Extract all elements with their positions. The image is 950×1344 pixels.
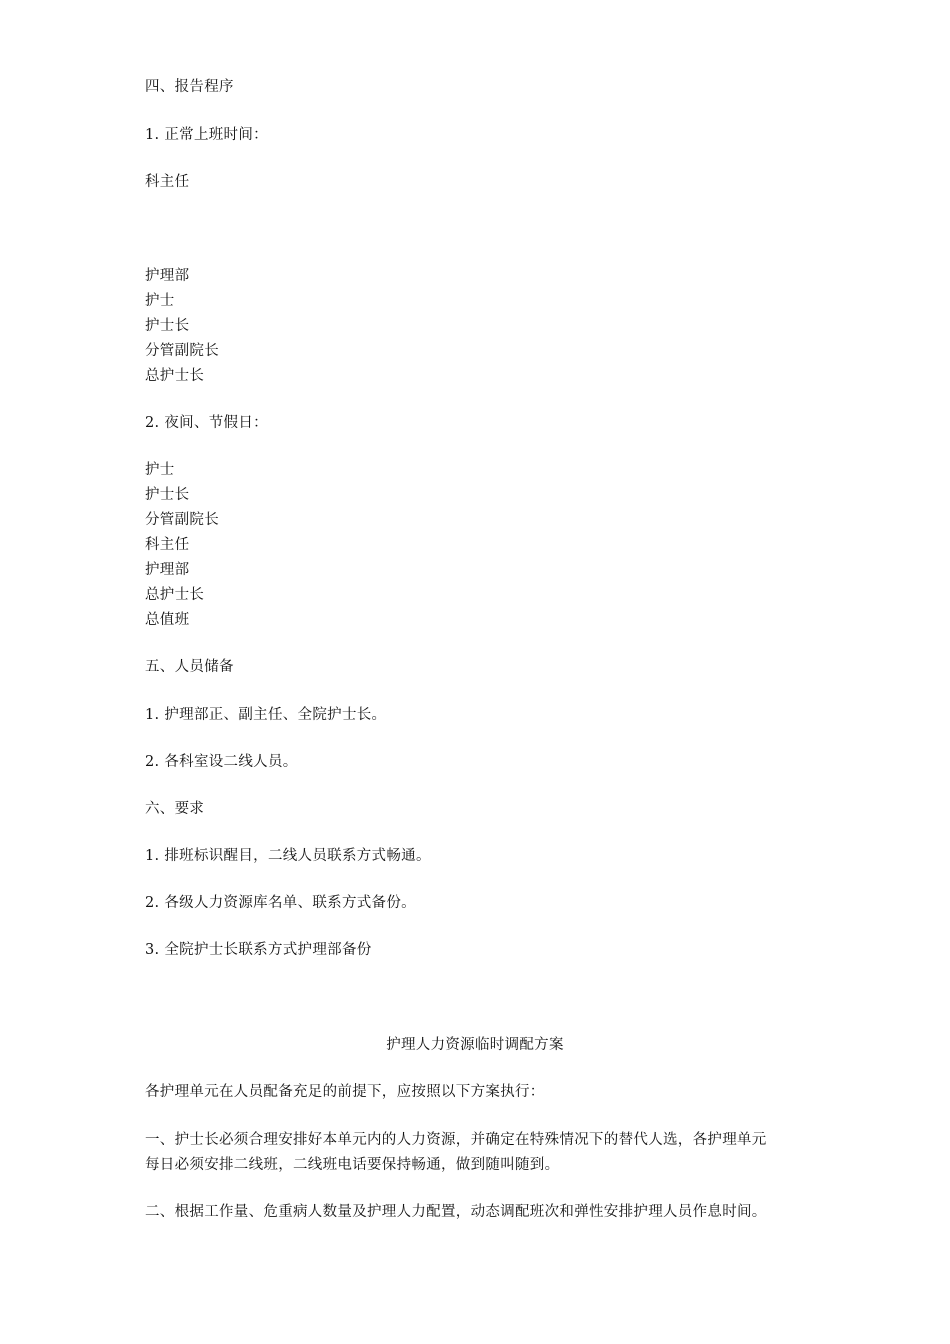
section-5-heading: 五、人员储备 bbox=[145, 659, 234, 675]
section-6-item: 1. 排班标识醒目，二线人员联系方式畅通。 bbox=[145, 848, 431, 864]
plan-title: 护理人力资源临时调配方案 bbox=[386, 1037, 564, 1053]
night-chain-item: 总护士长 bbox=[145, 587, 205, 603]
section-4-heading: 四、报告程序 bbox=[145, 79, 234, 95]
plan-paragraph-1-line-2: 每日必须安排二线班，二线班电话要保持畅通，做到随叫随到。 bbox=[145, 1157, 560, 1173]
section-5-item: 2. 各科室设二线人员。 bbox=[145, 754, 298, 770]
section-4-item-2: 2. 夜间、节假日： bbox=[145, 415, 268, 431]
normal-chain-item: 护士长 bbox=[145, 318, 190, 334]
normal-chain-item: 分管副院长 bbox=[145, 343, 219, 359]
normal-chain-item: 总护士长 bbox=[145, 368, 205, 384]
night-chain-item: 护理部 bbox=[145, 562, 190, 578]
night-chain-item: 护士 bbox=[145, 462, 175, 478]
section-4-item-1: 1. 正常上班时间： bbox=[145, 127, 268, 143]
section-6-item: 2. 各级人力资源库名单、联系方式备份。 bbox=[145, 895, 416, 911]
night-chain-item: 科主任 bbox=[145, 537, 190, 553]
plan-paragraph-2: 二、根据工作量、危重病人数量及护理人力配置，动态调配班次和弹性安排护理人员作息时间。 bbox=[145, 1204, 767, 1220]
normal-chain-item: 护士 bbox=[145, 293, 175, 309]
section-5-item: 1. 护理部正、副主任、全院护士长。 bbox=[145, 707, 387, 723]
night-chain-item: 护士长 bbox=[145, 487, 190, 503]
section-6-item: 3. 全院护士长联系方式护理部备份 bbox=[145, 942, 372, 958]
normal-chain-item: 护理部 bbox=[145, 268, 190, 284]
night-chain-item: 分管副院长 bbox=[145, 512, 219, 528]
section-6-heading: 六、要求 bbox=[145, 801, 205, 817]
night-chain-item: 总值班 bbox=[145, 612, 190, 628]
plan-intro: 各护理单元在人员配备充足的前提下，应按照以下方案执行： bbox=[145, 1084, 545, 1100]
plan-paragraph-1-line-1: 一、护士长必须合理安排好本单元内的人力资源，并确定在特殊情况下的替代人选，各护理单元 bbox=[145, 1132, 767, 1148]
normal-chain-top: 科主任 bbox=[145, 174, 190, 190]
